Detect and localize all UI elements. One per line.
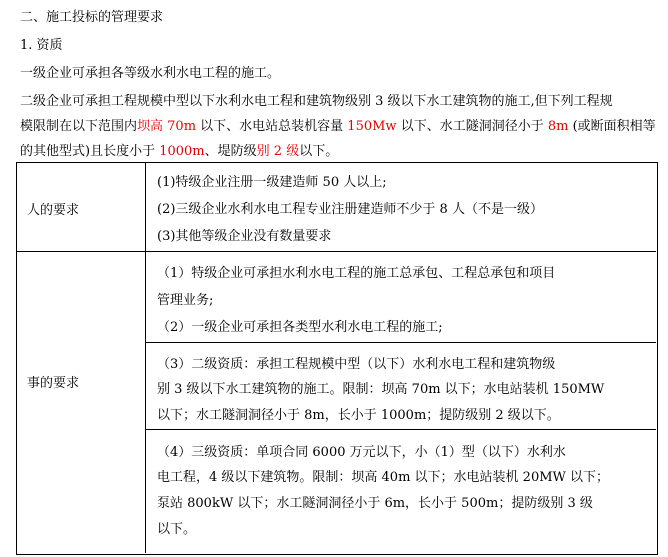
personnel-item: (1)特级企业注册一级建造师 50 人以上; xyxy=(157,175,387,190)
work-item: 以下。 xyxy=(157,522,197,537)
text: 以下、水工隧洞洞径小于 xyxy=(396,119,548,134)
highlight-capacity: 150Mw xyxy=(347,119,397,134)
text: 的其他型式)且长度小于 xyxy=(20,144,160,159)
work-item: 以下；水工隧洞洞径小于 8m，长小于 1000m；提防级别 2 级以下。 xyxy=(157,408,560,423)
block-divider-2 xyxy=(145,429,656,430)
column-divider xyxy=(145,163,146,553)
highlight-dam-height: 坝高 70m xyxy=(137,119,197,134)
text: (或断面积相等 xyxy=(568,119,656,134)
text: 以下。 xyxy=(299,144,339,159)
section-heading: 二、施工投标的管理要求 xyxy=(20,10,164,25)
row-label-work: 事的要求 xyxy=(27,376,80,391)
block-divider-1 xyxy=(145,342,656,343)
work-item: （2）一级企业可承担各类型水利水电工程的施工; xyxy=(157,320,443,335)
personnel-item: (3)其他等级企业没有数量要求 xyxy=(157,229,332,244)
highlight-tunnel: 8m xyxy=(547,119,569,134)
text: 模限制在以下范围内 xyxy=(20,119,138,134)
paragraph-grade-2-line-3 xyxy=(20,140,338,159)
text: 以下、水电站总装机容量 xyxy=(196,119,348,134)
row-divider xyxy=(17,251,656,252)
work-item: 别 3 级以下水工建筑物的施工。限制：坝高 70m 以下；水电站装机 150MW xyxy=(157,382,605,397)
personnel-item: (2)三级企业水利水电工程专业注册建造师不少于 8 人（不是一级） xyxy=(157,202,543,217)
text: 、堤防级 xyxy=(204,144,257,159)
requirements-table xyxy=(16,162,658,555)
highlight-length: 1000m xyxy=(159,144,205,159)
work-item: 管理业务; xyxy=(157,293,214,308)
highlight-dike: 别 2 级 xyxy=(256,144,300,159)
sub-heading: 1. 资质 xyxy=(20,38,63,53)
paragraph-grade-1: 一级企业可承担各等级水利水电工程的施工。 xyxy=(20,66,281,81)
paragraph-grade-2-line-2 xyxy=(20,115,656,134)
row-label-personnel: 人的要求 xyxy=(27,203,80,218)
work-item: 电工程，4 级以下建筑物。限制：坝高 40m 以下；水电站装机 20MW 以下； xyxy=(157,470,610,485)
paragraph-grade-2-line-1: 二级企业可承担工程规模中型以下水利水电工程和建筑物级别 3 级以下水工建筑物的施工,但下列工程规 xyxy=(20,94,613,109)
work-item: 泵站 800kW 以下；水工隧洞洞径小于 6m，长小于 500m；提防级别 3 级 xyxy=(157,496,593,511)
work-item: （1）特级企业可承担水利水电工程的施工总承包、工程总承包和项目 xyxy=(157,266,556,281)
work-item: （3）二级资质：承担工程规模中型（以下）水利水电工程和建筑物级 xyxy=(157,357,556,372)
work-item: （4）三级资质：单项合同 6000 万元以下，小（1）型（以下）水利水 xyxy=(157,445,566,460)
